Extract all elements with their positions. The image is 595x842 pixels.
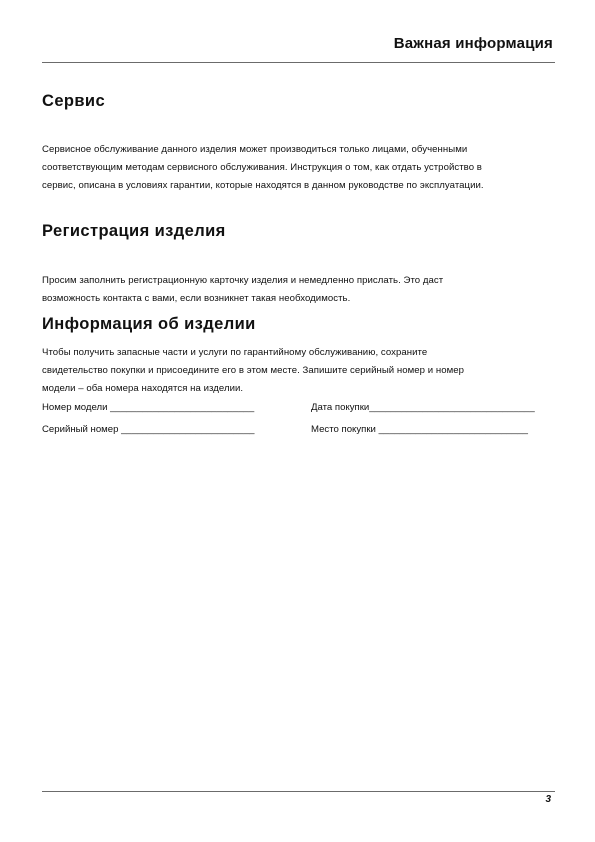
- service-line-3: сервис, описана в условиях гарантии, которые находятся в данном руководстве по эксплуатации.: [42, 180, 484, 191]
- header-divider: [42, 62, 555, 63]
- purchase-place-field[interactable]: Место покупки ____________________________: [311, 424, 528, 435]
- purchase-date-field[interactable]: Дата покупки_______________________________: [311, 402, 535, 413]
- serial-number-field[interactable]: Серийный номер _________________________: [42, 424, 255, 435]
- registration-line-1: Просим заполнить регистрационную карточку изделия и немедленно прислать. Это даст: [42, 275, 444, 286]
- service-line-2: соответствующим методам сервисного обслуживания. Инструкция о том, как отдать устройство в: [42, 162, 482, 173]
- registration-line-2: возможность контакта с вами, если возникнет такая необходимость.: [42, 293, 351, 304]
- page-number: 3: [545, 794, 551, 805]
- product-info-line-3: модели – оба номера находятся на изделии.: [42, 383, 244, 394]
- registration-paragraph: [42, 272, 562, 308]
- service-paragraph: [42, 141, 562, 195]
- product-info-line-1: Чтобы получить запасные части и услуги по гарантийному обслуживанию, сохраните: [42, 347, 428, 358]
- service-heading: Сервис: [42, 92, 106, 110]
- product-info-line-2: свидетельство покупки и присоедините его в этом месте. Запишите серийный номер и номер: [42, 365, 465, 376]
- model-number-field[interactable]: Номер модели ___________________________: [42, 402, 255, 413]
- page-header-title: Важная информация: [393, 35, 553, 52]
- service-line-1: Сервисное обслуживание данного изделия может производиться только лицами, обученными: [42, 144, 468, 155]
- registration-heading: Регистрация изделия: [42, 222, 226, 240]
- footer-divider: [42, 791, 555, 792]
- product-info-heading: Информация об изделии: [42, 315, 256, 333]
- product-info-paragraph: [42, 344, 562, 398]
